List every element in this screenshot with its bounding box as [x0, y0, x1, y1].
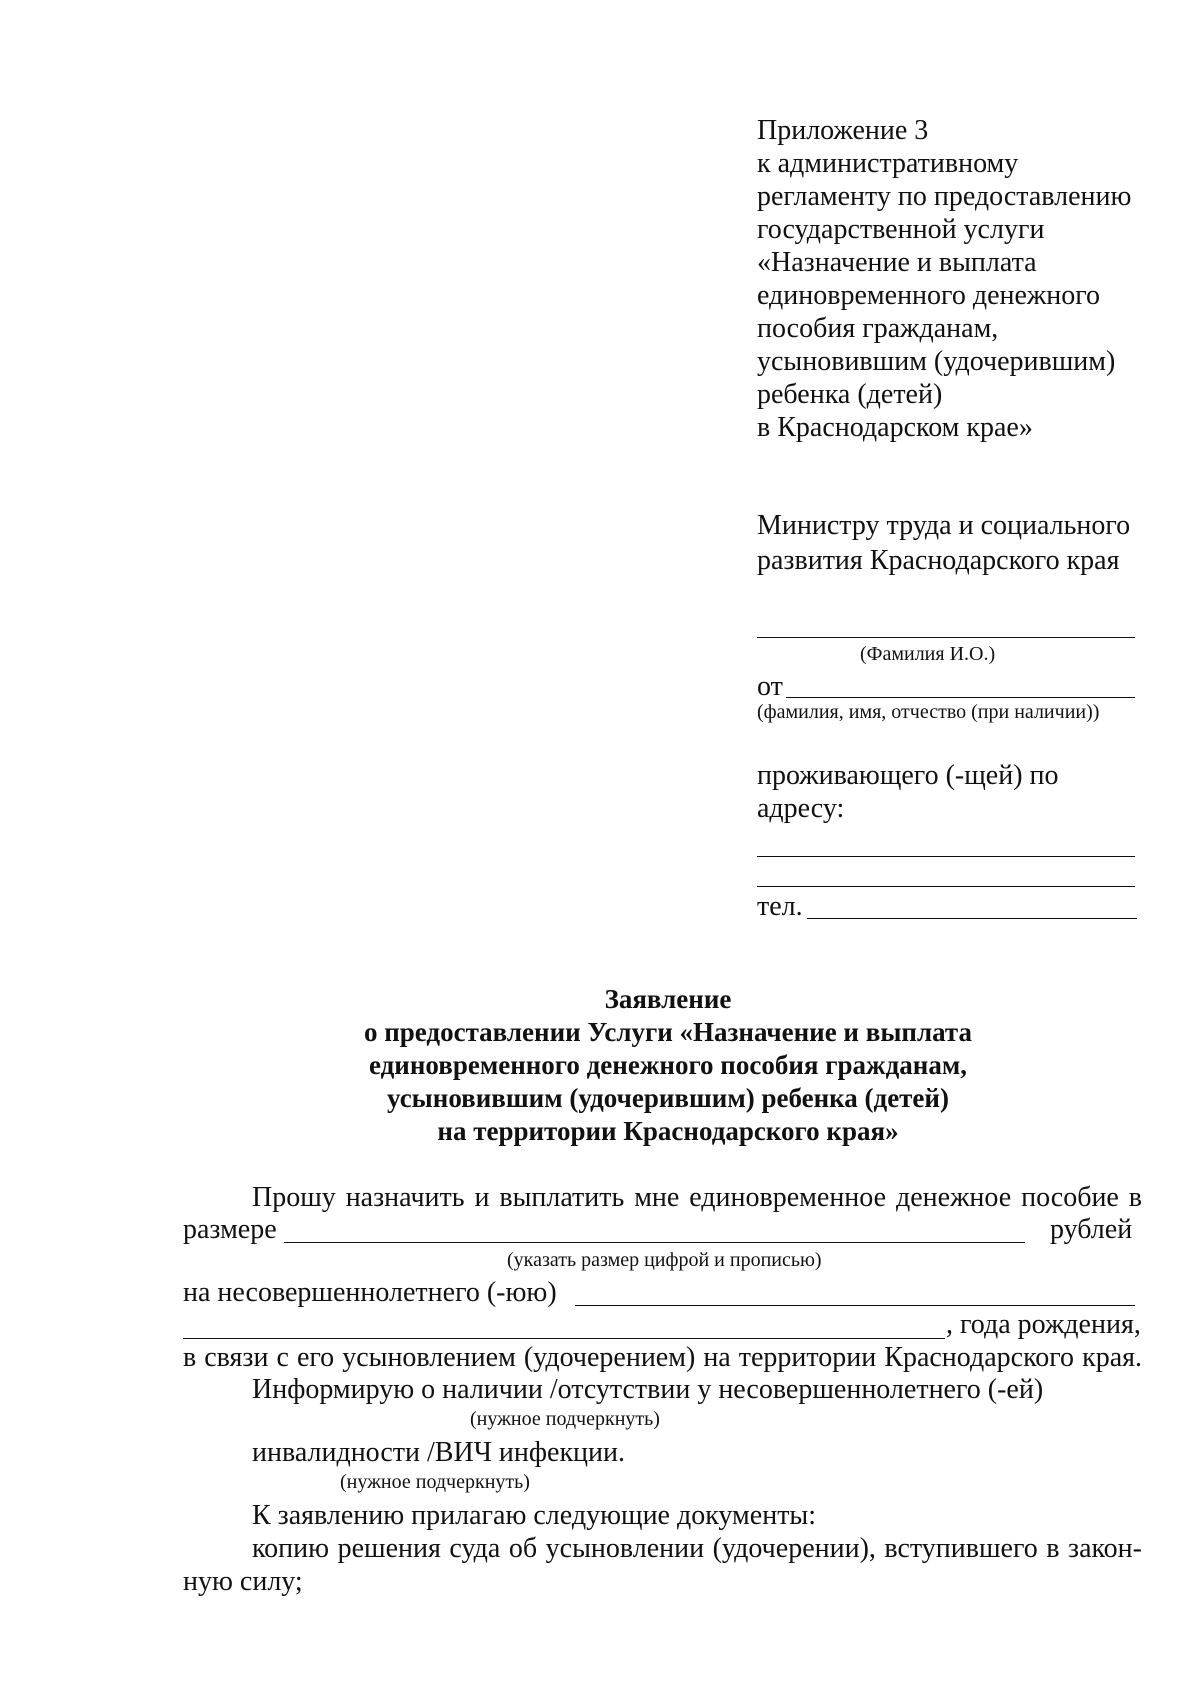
title-line: на территории Краснодарского края»	[437, 1116, 899, 1146]
disability-line: инвалидности /ВИЧ инфекции.	[252, 1437, 625, 1468]
court-decision-line-end: ную силу;	[183, 1566, 303, 1597]
adoption-line: в связи с его усыновлением (удочерением) на территории Краснодарского края.	[183, 1342, 1142, 1373]
phone-line[interactable]	[807, 918, 1137, 919]
minor-name-line[interactable]	[575, 1305, 1135, 1306]
annex-line: к административному	[757, 148, 1019, 179]
address-line-1[interactable]	[757, 856, 1135, 857]
amount-line[interactable]	[284, 1242, 1025, 1243]
annex-line: единовременного денежного	[757, 280, 1101, 311]
annex-line: государственной услуги	[757, 214, 1045, 245]
annex-line: пособия гражданам,	[757, 313, 999, 344]
amount-hint: (указать размер цифрой и прописью)	[507, 1249, 822, 1271]
title-heading: Заявление	[604, 984, 732, 1014]
applicant-name-hint: (фамилия, имя, отчество (при наличии))	[757, 701, 1100, 723]
title-line: усыновившим (удочерившим) ребенка (детей)	[387, 1083, 949, 1113]
minister-name-hint: (Фамилия И.О.)	[860, 643, 996, 665]
minor-label: на несовершеннолетнего (-юю)	[183, 1277, 557, 1308]
underline-hint: (нужное подчеркнуть)	[470, 1408, 660, 1430]
underline-hint: (нужное подчеркнуть)	[340, 1471, 530, 1493]
applicant-name-line[interactable]	[786, 697, 1135, 698]
request-line: Прошу назначить и выплатить мне единовременное денежное пособие в	[252, 1182, 1142, 1213]
court-decision-line: копию решения суда об усыновлении (удочерении), вступившего в закон-	[252, 1533, 1142, 1564]
annex-line: регламенту по предоставлению	[757, 181, 1132, 212]
address-line-2[interactable]	[757, 886, 1135, 887]
annex-line: ребенка (детей)	[757, 379, 943, 410]
minor-name-line-2[interactable]	[183, 1338, 945, 1339]
annex-line: «Назначение и выплата	[757, 247, 1037, 278]
amount-label: размере	[183, 1214, 277, 1245]
attach-line: К заявлению прилагаю следующие документы:	[252, 1500, 817, 1531]
title-line: единовременного денежного пособия гражданам,	[369, 1050, 967, 1080]
addressee-line: Министру труда и социального	[757, 510, 1131, 541]
addressee-line: развития Краснодарского края	[757, 545, 1120, 576]
title-line: о предоставлении Услуги «Назначение и выплата	[363, 1017, 972, 1047]
phone-label: тел.	[757, 891, 803, 922]
from-label: от	[757, 671, 783, 702]
annex-title: Приложение 3	[757, 115, 929, 146]
address-label: адресу:	[757, 793, 845, 824]
birth-year-suffix: , года рождения,	[946, 1309, 1141, 1340]
residing-label: проживающего (-щей) по	[757, 760, 1059, 791]
amount-unit: рублей	[1050, 1214, 1133, 1245]
annex-line: усыновившим (удочерившим)	[757, 346, 1116, 377]
minister-name-line[interactable]	[757, 637, 1135, 638]
inform-line: Информирую о наличии /отсутствии у несовершеннолетнего (-ей)	[252, 1374, 1044, 1405]
annex-line: в Краснодарском крае»	[757, 412, 1033, 443]
